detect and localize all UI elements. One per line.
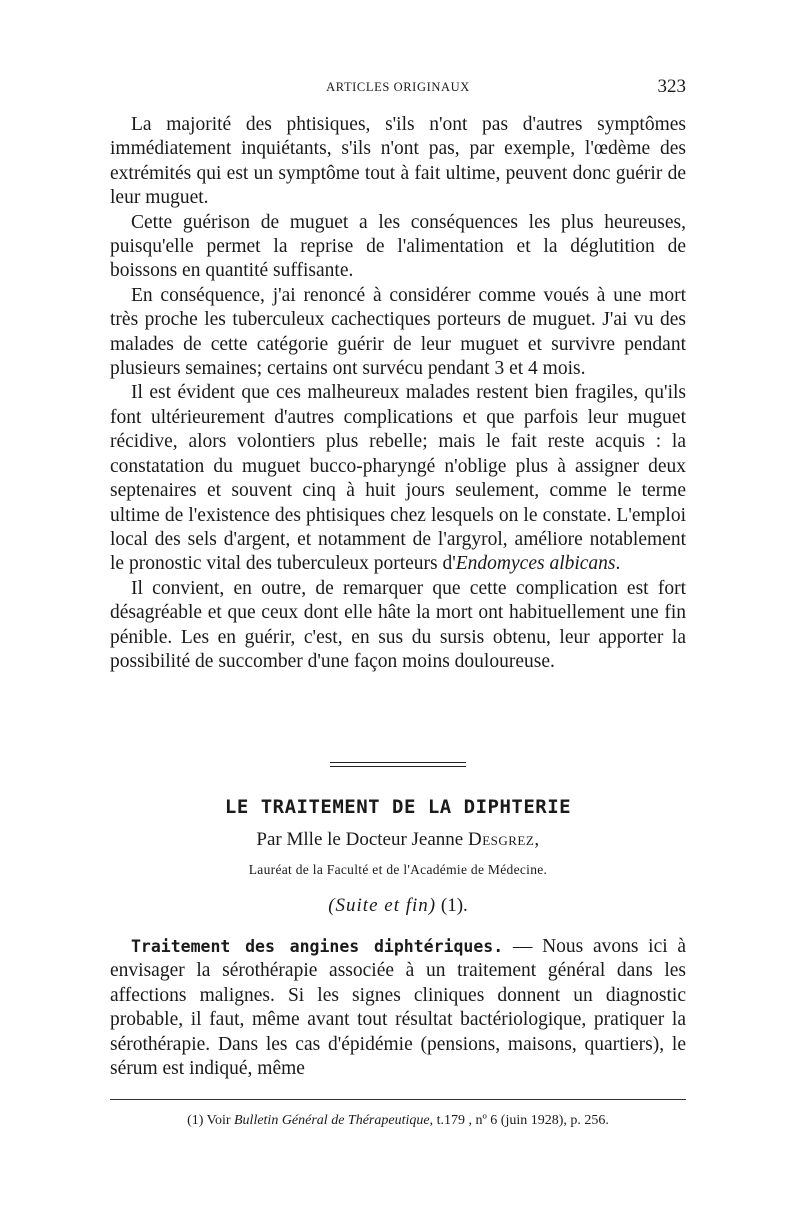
paragraph-5: Il convient, en outre, de remarquer que cette complication est fort désagréable et que ceux dont elle hâte la mort ont habituellement une fin pénible. Les en guérir, c'est, en sus du sursis obtenu, leur apporter la possibilité de succomber d'une façon moins douloureuse. (110, 577, 686, 672)
footnote-prefix: (1) Voir (187, 1113, 234, 1128)
footnote-journal: Bulletin Général de Thérapeutique (234, 1113, 430, 1128)
section-text: — Nous avons ici à envisager la sérothérapie associée à un traitement général dans les affections malignes. Si les signes cliniques donnent un diagnostic probable, il faut, même avant tout résultat bactériologique, pratiquer la sérothérapie. Dans les cas d'épidémie (pensions, maisons, quartiers), le sérum est indiqué, même (110, 936, 687, 1080)
footnote-reference: (1). (440, 895, 468, 916)
section-divider-top (330, 762, 466, 763)
byline-prefix: Par Mlle le Docteur Jeanne (256, 829, 464, 850)
species-name: Endomyces albicans (455, 553, 616, 575)
footnote-details: , t.179 , nº 6 (juin 1928), p. 256. (429, 1113, 609, 1128)
byline (110, 829, 686, 851)
section-heading: Traitement des angines diphtériques. (131, 937, 504, 956)
article-title: LE TRAITEMENT DE LA DIPHTERIE (224, 796, 572, 818)
page-number: 323 (657, 76, 686, 97)
section-paragraph (110, 935, 686, 1081)
section-divider-bottom (330, 766, 466, 767)
paragraph-1: La majorité des phtisiques, s'ils n'ont pas d'autres symptômes immédiatement inquiétants, s'ils n'ont pas, par exemple, l'œdème des extrémités qui est un symptôme tout à fait ultime, peuvent donc guérir de leur muguet. (110, 114, 686, 209)
paragraph-3: En conséquence, j'ai renoncé à considérer comme voués à une mort très proche les tuberculeux cachectiques porteurs de muguet. J'ai vu des malades de cette catégorie guérir de leur muguet et survivre pendant plusieurs semaines; certains ont survécu pendant 3 et 4 mois. (110, 284, 686, 380)
paragraph-4 (110, 381, 686, 576)
article-body (110, 935, 686, 1081)
page-header (110, 76, 686, 100)
footnote-rule (110, 1099, 686, 1100)
previous-article-body (110, 113, 686, 674)
paragraph-2: Cette guérison de muguet a les conséquences les plus heureuses, puisqu'elle permet la reprise de l'alimentation et la déglutition de boissons en quantité suffisante. (110, 211, 686, 282)
footnote (110, 1113, 686, 1129)
paragraph-4-end: . (615, 553, 621, 575)
continuation-note (110, 895, 686, 917)
paragraph-4-text: Il est évident que ces malheureux malades restent bien fragiles, qu'ils font ultérieurement d'autres complications et que parfois leur muguet récidive, alors volontiers plus rebelle; mais le fait reste acquis : la constatation du muguet bucco-pharyngé n'oblige plus à assigner deux septenaires et souvent cinq à huit jours seulement, comme le terme ultime de l'existence des phtisiques chez lesquels on le constate. L'emploi local des sels d'argent, et notamment de l'argyrol, améliore notablement le pronostic vital des tuberculeux porteurs d' (110, 382, 686, 575)
running-title: ARTICLES ORIGINAUX (326, 80, 470, 94)
author-affiliation: Lauréat de la Faculté et de l'Académie de Médecine. (248, 862, 548, 877)
continuation-label: (Suite et fin) (328, 895, 437, 916)
author-surname: Desgrez, (467, 829, 540, 850)
